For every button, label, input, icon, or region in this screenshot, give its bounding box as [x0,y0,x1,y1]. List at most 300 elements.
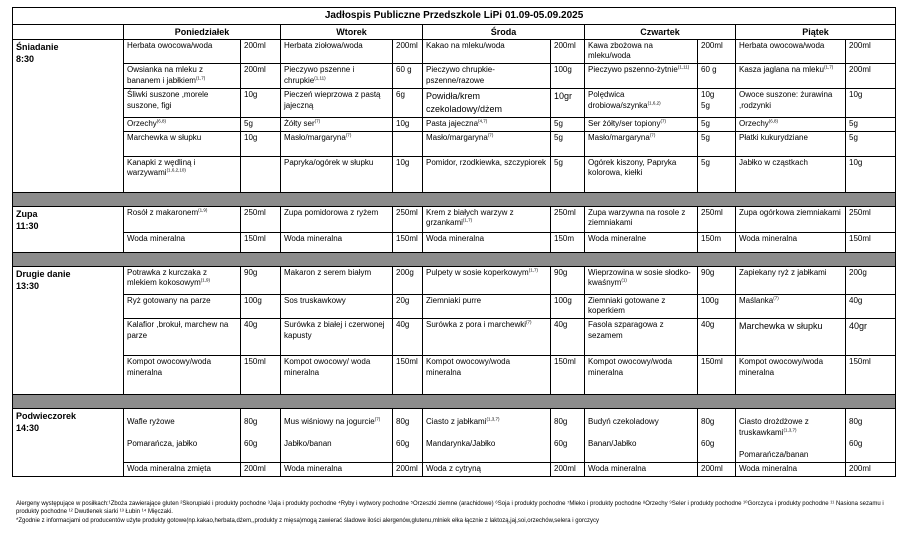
item-text: Żółty ser [284,118,315,128]
menu-amount [393,319,423,356]
menu-amount [698,131,736,156]
amount-text: 200g [396,267,414,277]
amount-text: 200ml [849,463,871,473]
item-text: Banan/Jabłko [588,439,637,449]
menu-item [585,117,698,131]
section-separator [13,192,896,206]
amount-text: 150m [554,233,575,243]
item-text: Makaron z serem białym [284,267,372,277]
amount-text: 90g [554,267,568,277]
menu-amount [698,89,736,118]
amount-text: 150ml [244,233,266,243]
item-text: Kasza jaglana na mleku [739,65,824,75]
allergen-marker: (7) [314,118,321,124]
amount-text: 5g [701,101,710,111]
menu-item [281,64,393,89]
amount-text: 200ml [554,463,576,473]
menu-amount [393,462,423,476]
amount-text: 200ml [396,463,418,473]
table-row [13,409,896,462]
meal-name: Śniadanie [16,41,59,52]
item-text: Woda mineralna [127,233,186,243]
amount-text: 40g [396,320,410,330]
item-text: Polędwica drobiowa/szynka [588,90,648,111]
item-text: Pomarańcza/banan [739,449,809,459]
allergen-marker: (1,7) [462,217,473,223]
menu-item [585,319,698,356]
menu-item [423,356,551,395]
menu-amount [551,39,585,64]
menu-item [124,294,241,319]
item-text: Woda mineralna [284,233,343,243]
menu-title: Jadłospis Publiczne Przedszkole LiPi 01.09-05.09.2025 [13,8,896,25]
menu-amount [551,131,585,156]
menu-item [281,462,393,476]
menu-item [736,319,846,356]
table-row [13,89,896,118]
allergen-marker: (7) [487,131,494,137]
item-text: Pomidor, rzodkiewka, szczypiorek [426,157,547,167]
item-text: Marchewka w słupku [127,132,202,142]
menu-amount [698,462,736,476]
menu-item [423,266,551,294]
menu-item [585,206,698,232]
item-text: Pieczeń wieprzowa z pastą jajeczną [284,90,381,111]
menu-item [124,319,241,356]
meal-label [13,39,124,192]
menu-item [124,462,241,476]
item-text: Zupa ogórkowa ziemniakami [739,207,841,217]
meal-name: Podwieczorek [16,411,77,422]
meal-time: 13:30 [16,280,40,291]
item-text: Zupa pomidorowa z ryżem [284,207,379,217]
menu-item [124,89,241,118]
menu-amount [551,156,585,192]
amount-text: 200ml [554,40,576,50]
menu-item [736,89,846,118]
item-text: Pulpety w sosie koperkowym [426,267,529,277]
allergen-legend [16,500,896,525]
item-text: Woda mineralna [739,233,798,243]
item-text: Płatki kukurydziane [739,132,808,142]
table-row [13,294,896,319]
amount-text: 150ml [396,357,418,367]
menu-amount [241,409,281,462]
meal-label [13,409,124,476]
amount-text: 60g [396,439,410,449]
amount-text: 60 g [396,65,412,75]
amount-text: 100g [554,65,572,75]
amount-text: 150ml [701,357,723,367]
menu-item [423,409,551,462]
legend-footnote: *Zgodnie z informacjami od producentów użyte produkty gotowe(np.kakao,herbata,dżem,,produkty z mięsa)mogą zawierać śladowe ilości alergenów,glutenu,mlniek ełka łącznie z laktozą,jaj,soi,orzechów,selera i gorczycy [16,517,599,524]
allergen-marker: (1,9) [200,277,211,283]
menu-item [124,39,241,64]
menu-item [736,266,846,294]
amount-text: 5g [554,118,563,128]
allergen-marker: (7) [660,118,666,124]
menu-amount [551,294,585,319]
menu-item [423,462,551,476]
item-text: Woda mineralna [739,463,798,473]
menu-item [736,356,846,395]
item-text: Kompot owocowy/woda mineralna [739,357,824,378]
menu-item [124,131,241,156]
day-header: Poniedziałek [124,24,281,39]
menu-item [736,206,846,232]
menu-amount [551,64,585,89]
table-row [13,156,896,192]
table-row [13,462,896,476]
menu-amount [393,356,423,395]
menu-table [12,7,896,477]
menu-amount [698,156,736,192]
allergen-marker: (1) [621,277,627,283]
menu-item [124,356,241,395]
menu-amount [846,131,896,156]
menu-amount [846,39,896,64]
amount-text: 5g [554,157,563,167]
item-text: Woda mineralne [588,233,647,243]
item-text: Rosół z makaronem [127,207,199,217]
menu-amount [393,39,423,64]
legend-line: Alergeny występujące w posiłkach:¹Zboża zawierające gluten ²Skorupiaki i produkty pochodne ³Jaja i produkty pochodne ⁴Ryby i wytwory pochodne ⁵Orzeszki ziemne (arachidowe) ⁶Soja i produkty pochodne ⁷Mleko i produkty pochodne ⁸Orzechy ⁹Seler i produkty pochodne ¹⁰Gorczyca i produkty pochodne ¹¹ Nasiona sezamu i produkty pochodne ¹² Dwutlenek siarki ¹³ Łubin ¹⁴ Mięczaki. [16,501,884,516]
table-row [13,206,896,232]
allergen-marker: (1,9) [198,206,208,212]
item-text: Pasta jajeczna [426,118,479,128]
table-row [13,356,896,395]
item-text: Budyń czekoladowy [588,417,659,427]
menu-amount [393,117,423,131]
item-text: Krem z białych warzyw z grzankami [426,207,514,228]
amount-text: 80g [701,417,715,427]
menu-item [585,89,698,118]
menu-amount [846,232,896,252]
menu-amount [846,409,896,462]
amount-text: 150ml [244,357,266,367]
menu-amount [846,319,896,356]
menu-item [281,131,393,156]
item-text: Kakao na mleku/woda [426,40,505,50]
item-text: Kawa zbożowa na mleku/woda [588,40,653,61]
allergen-marker: (1,11) [314,75,326,81]
amount-text: 200ml [849,65,871,75]
amount-text: 250ml [701,207,723,217]
menu-amount [393,89,423,118]
amount-text: 40g [554,320,568,330]
item-text: Masło/margaryna [426,132,488,142]
amount-text: 200ml [244,65,266,75]
amount-text: 150ml [396,233,418,243]
amount-text: 150ml [554,357,576,367]
amount-text: 60g [554,439,568,449]
section-separator [13,395,896,409]
menu-amount [241,156,281,192]
item-text: Śliwki suszone ,morele suszone, figi [127,90,209,111]
menu-amount [551,89,585,118]
corner-cell [13,24,124,39]
amount-text: 5g [244,118,253,128]
menu-amount [698,232,736,252]
menu-item [423,64,551,89]
item-text: Jabłko/banan [284,439,332,449]
menu-item [423,39,551,64]
menu-amount [241,462,281,476]
menu-item [736,294,846,319]
item-text: Owsianka na mleku z bananem i jabłkiem [127,65,204,86]
menu-amount [241,266,281,294]
menu-item [281,156,393,192]
menu-amount [846,266,896,294]
item-text: Zapiekany ryż z jabłkami [739,267,827,277]
amount-text: 200ml [849,40,871,50]
table-row [13,64,896,89]
table-row [13,232,896,252]
item-text: Sos truskawkowy [284,295,346,305]
menu-amount [846,294,896,319]
item-text: Kompot owocowy/woda mineralna [127,357,212,378]
menu-item [124,206,241,232]
table-row [13,266,896,294]
amount-text: 250ml [554,207,576,217]
meal-name: Drugie danie [16,268,71,279]
menu-item [736,64,846,89]
amount-text: 5g [701,118,710,128]
amount-text: 60g [701,439,715,449]
allergen-marker: (7) [374,416,381,422]
item-text: Pieczywo pszenno-żytnie [588,65,678,75]
item-text: Ziemniaki purre [426,295,482,305]
menu-amount [551,462,585,476]
menu-amount [551,206,585,232]
menu-amount [241,39,281,64]
menu-item [736,232,846,252]
menu-item [736,409,846,462]
menu-amount [241,206,281,232]
menu-item [281,232,393,252]
day-header: Wtorek [281,24,423,39]
allergen-marker: (4,7) [478,118,488,124]
amount-text: 250ml [396,207,418,217]
amount-text: 200ml [244,463,266,473]
menu-amount [241,319,281,356]
menu-item [124,64,241,89]
amount-text: 40g [701,320,715,330]
item-text: Mandarynka/Jabłko [426,439,496,449]
amount-text: 250ml [244,207,266,217]
menu-item [423,156,551,192]
item-text: Woda mineralna zmięta [127,463,211,473]
item-text: Potrawka z kurczaka z mlekiem kokosowym [127,267,208,288]
menu-item [585,39,698,64]
menu-amount [393,131,423,156]
menu-item [281,39,393,64]
item-text: Masło/margaryna [284,132,346,142]
menu-item [423,319,551,356]
amount-text: 10g [849,90,863,100]
item-text: Kalafior ,brokuł, marchew na parze [127,320,229,341]
menu-amount [698,206,736,232]
menu-item [423,294,551,319]
menu-item [124,117,241,131]
amount-text: 60 g [701,65,717,75]
menu-item [281,206,393,232]
menu-amount [698,64,736,89]
menu-amount [698,266,736,294]
allergen-marker: (7) [345,131,352,137]
menu-amount [846,64,896,89]
menu-amount [241,131,281,156]
menu-item [281,89,393,118]
menu-amount [698,294,736,319]
item-text: Fasola szparagowa z sezamem [588,320,664,341]
menu-item [281,319,393,356]
menu-amount [846,206,896,232]
table-row [13,39,896,64]
item-text: Surówka z białej i czerwonej kapusty [284,320,385,341]
menu-item [281,356,393,395]
item-text: Ciasto z jabłkami [426,417,487,427]
item-text: Herbata owocowa/woda [127,40,213,50]
amount-text: 40g [244,320,258,330]
amount-text: 100g [701,295,719,305]
amount-text: 5g [554,132,563,142]
item-text: Woda mineralna [284,463,343,473]
item-text: Woda mineralna [588,463,647,473]
menu-amount [393,232,423,252]
menu-item [423,131,551,156]
menu-item [423,232,551,252]
amount-text: 60g [849,439,863,449]
item-text: Marchewka w słupku [739,321,823,332]
amount-text: 150ml [849,357,871,367]
meal-label [13,266,124,395]
menu-item [585,232,698,252]
item-text: Masło/margaryna [588,132,650,142]
item-text: Orzechy [127,118,157,128]
day-header: Środa [423,24,585,39]
menu-item [423,89,551,118]
menu-item [124,409,241,462]
menu-item [585,294,698,319]
allergen-marker: (1,3,7) [486,416,500,422]
amount-text: 80g [849,417,863,427]
amount-text: 6g [396,90,405,100]
amount-text: 200ml [396,40,418,50]
allergen-marker: (1,6,2,10) [166,167,186,173]
menu-amount [551,409,585,462]
item-text: Zupa warzywna na rosole z ziemniakami [588,207,686,228]
amount-text: 80g [244,417,258,427]
allergen-marker: (6,8) [768,118,779,124]
item-text: Ciasto drożdżowe z truskawkami [739,417,809,438]
amount-text: 80g [396,417,410,427]
menu-item [124,266,241,294]
table-row [13,131,896,156]
item-text: Surówka z pora i marchewki [426,320,527,330]
amount-text: 10gr [554,91,573,102]
item-text: Woda mineralna [426,233,485,243]
menu-item [281,294,393,319]
item-text: Pieczywo chrupkie-pszenne/razowe [426,65,495,86]
menu-amount [698,409,736,462]
amount-text: 5g [849,132,858,142]
amount-text: 90g [701,267,715,277]
table-row [13,117,896,131]
menu-item [423,206,551,232]
menu-amount [241,294,281,319]
amount-text: 10g [244,90,258,100]
menu-amount [393,156,423,192]
menu-item [281,117,393,131]
item-text: Jabłko w cząstkach [739,157,808,167]
meal-name: Zupa [16,208,38,219]
amount-text: 150m [701,233,722,243]
menu-amount [551,319,585,356]
item-text: Kanapki z wędliną i warzywami [127,157,196,178]
amount-text: 10g [849,157,863,167]
item-text: Powidła/krem czekoladowy/dżem [426,91,503,115]
allergen-marker: (7) [526,319,532,325]
menu-item [281,409,393,462]
amount-text: 100g [554,295,572,305]
menu-amount [846,462,896,476]
item-text: Pomarańcza, jabłko [127,439,198,449]
amount-text: 200g [849,267,867,277]
allergen-marker: (7) [773,294,779,300]
menu-amount [846,89,896,118]
item-text: Papryka/ogórek w słupku [284,157,374,167]
item-text: Ogórek kiszony, Papryka kolorowa, kiełki [588,157,677,178]
amount-text: 5g [701,157,710,167]
amount-text: 20g [396,295,410,305]
menu-item [585,64,698,89]
menu-item [423,117,551,131]
item-text: Mus wiśniowy na jogurcie [284,417,375,427]
amount-text: 10g [244,132,258,142]
menu-item [736,131,846,156]
amount-text: 80g [554,417,568,427]
allergen-marker: (1,11) [677,64,690,70]
menu-amount [551,356,585,395]
amount-text: 10g [396,157,410,167]
menu-amount [393,266,423,294]
menu-amount [698,117,736,131]
menu-item [124,232,241,252]
item-text: Herbata owocowa/woda [739,40,825,50]
menu-amount [241,64,281,89]
menu-amount [393,64,423,89]
item-text: Orzechy [739,118,769,128]
allergen-marker: (1,7) [195,75,206,81]
allergen-marker: (7) [649,131,656,137]
menu-amount [551,117,585,131]
menu-item [585,409,698,462]
allergen-marker: (1,7) [528,266,538,272]
menu-item [736,39,846,64]
menu-amount [551,232,585,252]
menu-item [736,156,846,192]
menu-item [736,462,846,476]
section-separator [13,252,896,266]
meal-label [13,206,124,252]
amount-text: 150ml [849,233,871,243]
menu-item [585,156,698,192]
meal-time: 11:30 [16,220,39,231]
menu-amount [393,294,423,319]
day-header: Czwartek [585,24,736,39]
allergen-marker: (1,6,2) [647,100,661,106]
